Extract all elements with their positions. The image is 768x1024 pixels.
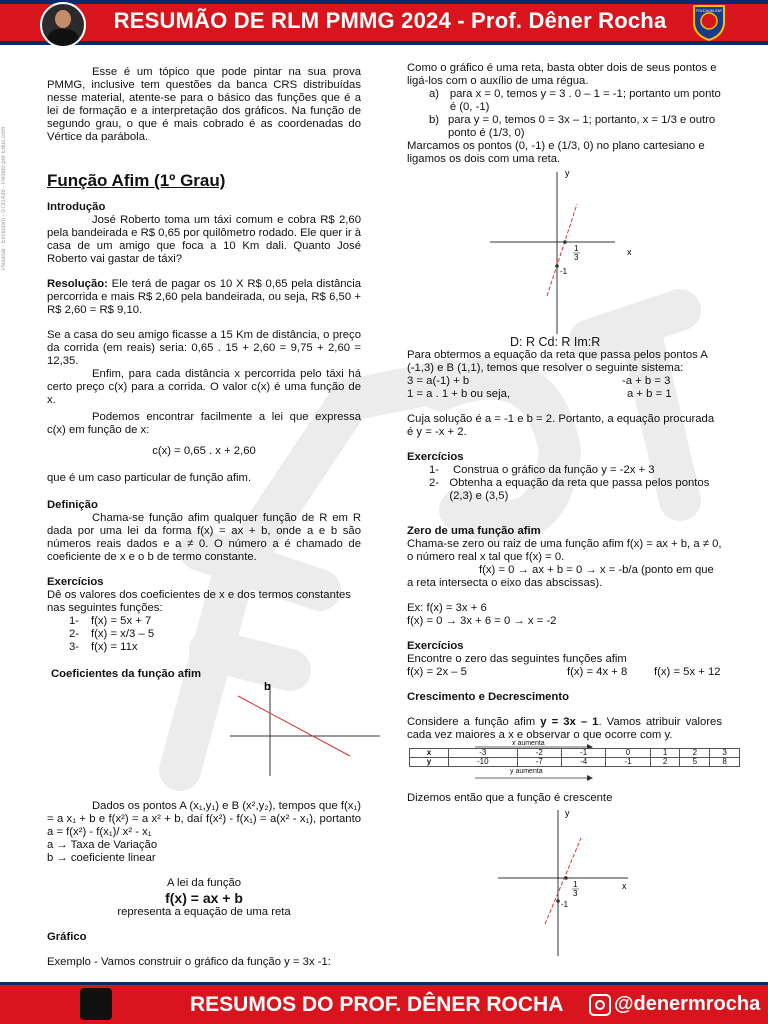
list-item: 2- f(x) = x/3 – 5 [69, 628, 155, 640]
exercicios2-heading: Exercícios [407, 640, 464, 652]
cuja-paragraph: Cuja solução é a = -1 e b = 2. Portanto, a equação procurada é y = -x + 2. [407, 413, 715, 438]
lei-label: A lei da função [166, 877, 242, 889]
instagram-handle[interactable]: @denermrocha [614, 993, 761, 1015]
side-watermark: Pessoal - Exclusivo - 0731438 - Pedido por Educ.com [1, 126, 7, 270]
para-obtermos-paragraph: Para obtermos a equação da reta que passa pelos pontos A (-1,3) e B (1,1), temos que resolver o seguinte sistema: [407, 349, 708, 374]
svg-text:y: y [565, 808, 570, 818]
list-item: 3- f(x) = 11x [69, 641, 138, 653]
svg-text:1: 1 [574, 244, 579, 253]
list-item: 1- f(x) = 5x + 7 [69, 615, 152, 627]
list-item: a) para x = 0, temos y = 3 . 0 – 1 = -1; portanto um ponto é (0, -1) [429, 88, 721, 113]
system-line-2: 1 = a . 1 + b ou seja, a + b = 1 [407, 388, 672, 400]
exercicios2-items [407, 666, 722, 679]
intro-paragraph: Esse é um tópico que pode pintar na sua prova PMMG, inclusive tem questões da banca CRS distribuídas nesse material, atente-se para o básico das funções que é a lei de formação e a interpretação dos gráficos. Na função de segundo grau, o que é mais cobrado é as coordenadas do Vértice da parábola. [47, 66, 361, 143]
resolucao-paragraph [47, 278, 361, 317]
right-column-mid [407, 336, 722, 742]
resolucao-label: Resolução: [47, 278, 108, 290]
list-item: f(x) = 4x + 8 [567, 666, 628, 678]
exercicios-paragraph: Dê os valores dos coeficientes de x e dos termos constantes nas seguintes funções: [47, 589, 351, 614]
dados-paragraph: Dados os pontos A (x₁,y₁) e B (x²,y₂), tempos que f(x₁) = a x₁ + b e f(x²) = a x² + b, daí f(x²) - f(x₁) = a(x² - x₁), portanto a = f(x²) - f(x₁)/ x² - x₁ [47, 800, 361, 838]
y-aumenta-label: y aumenta [510, 768, 543, 775]
left-column-bottom [47, 800, 361, 969]
list-item: 1- Construa o gráfico da função y = -2x + 3 [429, 464, 655, 476]
y-arrow-icon [475, 774, 595, 782]
zero-heading: Zero de uma função afim [407, 525, 541, 537]
example-line-2: f(x) = 0 → 3x + 6 = 0 → x = -2 [407, 615, 557, 627]
definicao-paragraph: Chama-se função afim qualquer função de R em R dada por uma lei da forma f(x) = ax + b, onde a e b são números reais dados e a ≠ 0. O número a é chamado de coeficiente de x e o b de termo constante. [47, 512, 361, 563]
exercicios-heading: Exercícios [47, 576, 104, 588]
zero-formula: f(x) = 0 → ax + b = 0 → x = -b/a (ponto em que a reta intersecta o eixo das abscissas). [407, 564, 714, 589]
exemplo-text: Exemplo - Vamos construir o gráfico da função y = 3x -1: [47, 956, 331, 968]
list-item: f(x) = 2x – 5 [407, 666, 467, 678]
page-footer [0, 982, 768, 1024]
exercicios2-text: Encontre o zero das seguintes funções afim [407, 653, 627, 665]
podemos-paragraph: Podemos encontrar facilmente a lei que expressa c(x) em função de x: [47, 411, 361, 436]
lei-description: representa a equação de uma reta [117, 906, 291, 918]
se-casa-paragraph: Se a casa do seu amigo ficasse a 15 Km de distância, o preço da corrida (em reais) seria: 0,65 . 15 + 2,60 = 9,75 + 2,60 = 12,35. [47, 329, 361, 367]
coefficients-graph [230, 676, 380, 776]
svg-text:1: 1 [573, 880, 578, 889]
instagram-icon [589, 994, 611, 1016]
system-line-1: 3 = a(-1) + b -a + b = 3 [407, 375, 671, 387]
page-header [0, 0, 768, 46]
svg-text:x: x [627, 247, 632, 257]
coeficientes-heading: Coeficientes da função afim [51, 668, 202, 680]
marcamos-paragraph: Marcamos os pontos (0, -1) e (1/3, 0) no plano cartesiano e ligamos os dois com uma reta. [407, 140, 705, 165]
enfim-paragraph: Enfim, para cada distância x percorrida pelo táxi há certo preço c(x) para a corrida. O valor c(x) é uma função de x. [47, 368, 361, 406]
dizemos-block [407, 792, 722, 805]
dominio-text: D: R Cd: R Im:R [510, 335, 601, 349]
considere-paragraph: Considere a função afim y = 3x – 1. Vamos atribuir valores cada vez maiores a x e observar o que ocorre com y. [407, 716, 722, 741]
como-paragraph: Como o gráfico é uma reta, basta obter dois de seus pontos e ligá-los com o auxílio de uma régua. [407, 62, 717, 87]
taxi-formula: c(x) = 0,65 . x + 2,60 [152, 445, 256, 457]
books-logo-icon [80, 988, 112, 1020]
left-column [47, 66, 361, 681]
line-graph-2 [493, 806, 643, 956]
grafico-heading: Gráfico [47, 931, 87, 943]
crescimento-heading: Crescimento e Decrescimento [407, 691, 569, 703]
a-meaning: a → Taxa de Variação [47, 839, 158, 851]
introducao-paragraph: José Roberto toma um táxi comum e cobra R$ 2,60 pela bandeirada e R$ 0,65 por quilômetro rodado. Ele quer ir à casa de um amigo que foca a 10 Km dali. Quanto José Roberto vai gastar de táxi? [47, 214, 362, 265]
svg-text:y: y [565, 168, 570, 178]
resolucao-text: Ele terá de pagar os 10 X R$ 0,65 pela distância percorrida e mais R$ 2,60 pela bandeirada, ou seja, R$ 6,50 + R$ 2,60 = R$ 9,10. [47, 278, 361, 316]
table-row: y -10 -7 -4 -1 2 5 8 [410, 758, 740, 767]
lei-formula: f(x) = ax + b [165, 890, 243, 906]
section-title: Função Afim (1º Grau) [47, 171, 226, 190]
police-emblem-icon [690, 2, 728, 42]
values-table [409, 748, 740, 767]
list-item: 2- Obtenha a equação da reta que passa pelos pontos (2,3) e (3,5) [429, 477, 710, 502]
x-aumenta-label: x aumenta [512, 740, 545, 747]
exercicios-heading-right: Exercícios [407, 451, 464, 463]
svg-text:x: x [622, 881, 627, 891]
svg-text:3: 3 [574, 253, 579, 262]
list-item: b) para y = 0, temos 0 = 3x – 1; portanto, x = 1/3 e outro ponto é (1/3, 0) [429, 114, 716, 139]
emblem-text: POLÍCIA MILITAR [696, 9, 722, 13]
caso-particular: que é um caso particular de função afim. [47, 472, 252, 484]
introducao-heading: Introdução [47, 201, 106, 213]
definicao-heading: Definição [47, 499, 98, 511]
footer-title: RESUMOS DO PROF. DÊNER ROCHA [190, 993, 564, 1016]
author-avatar [40, 2, 86, 48]
b-label: b [264, 681, 271, 693]
list-item: f(x) = 5x + 12 [654, 666, 721, 678]
zero-paragraph: Chama-se zero ou raiz de uma função afim f(x) = ax + b, a ≠ 0, o número real x tal que f(x) = 0. [407, 538, 722, 563]
example-line-1: Ex: f(x) = 3x + 6 [407, 602, 487, 614]
svg-text:-1: -1 [561, 900, 569, 909]
b-meaning: b → coeficiente linear [47, 852, 156, 864]
dizemos-text: Dizemos então que a função é crescente [407, 792, 613, 804]
svg-text:-1: -1 [560, 267, 568, 276]
right-column [407, 62, 722, 166]
line-graph-1 [485, 164, 645, 334]
table-row: x -3 -2 -1 0 1 2 3 [410, 749, 740, 758]
header-title: RESUMÃO DE RLM PMMG 2024 - Prof. Dêner Rocha [113, 8, 667, 33]
svg-text:3: 3 [573, 889, 578, 898]
